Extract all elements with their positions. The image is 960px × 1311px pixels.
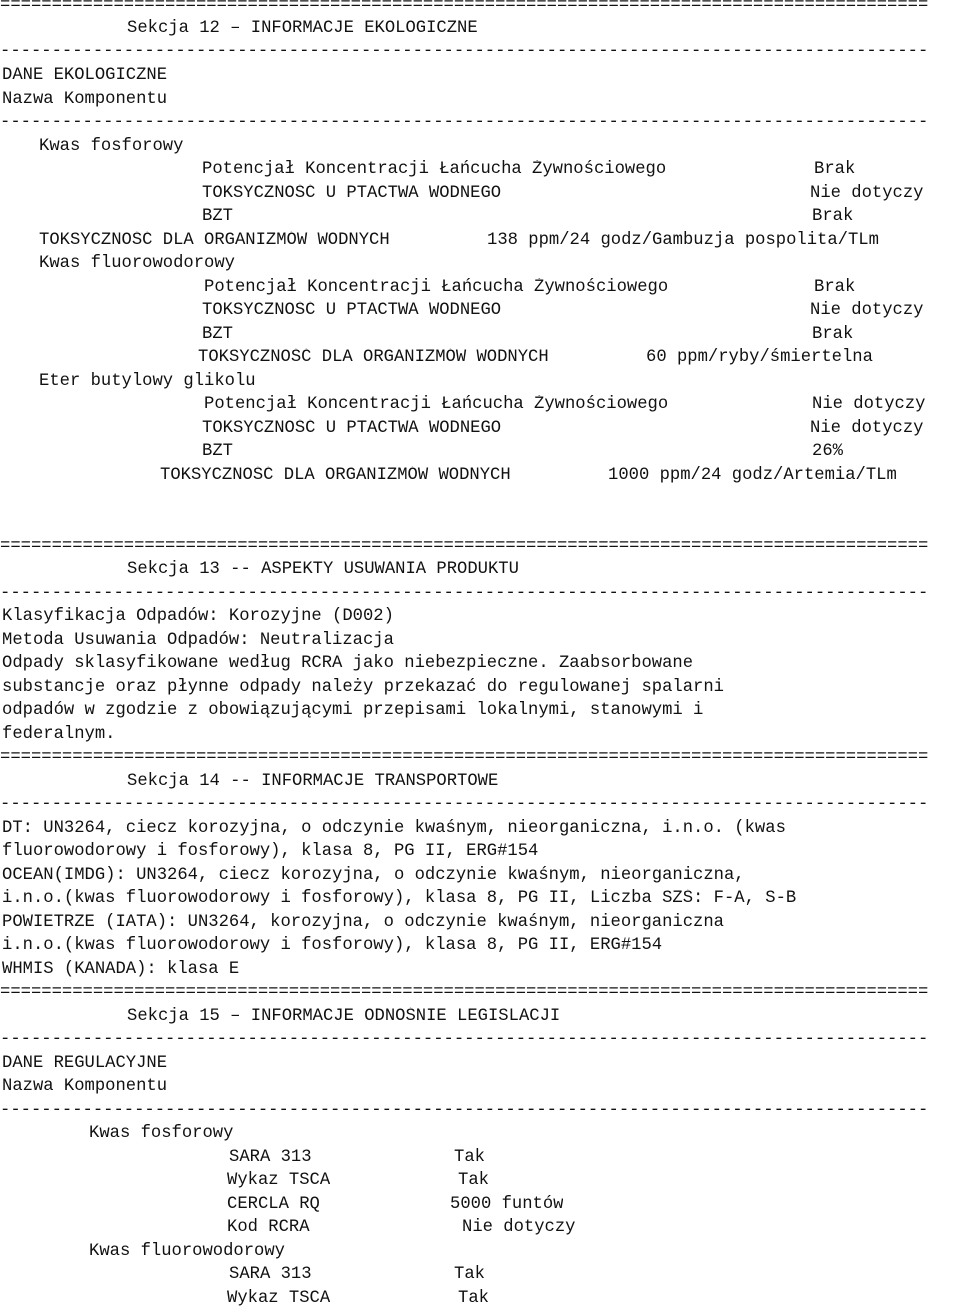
row-label: SARA 313 [229,1148,312,1167]
row-value: Nie dotyczy [810,301,924,320]
row-value: Nie dotyczy [812,395,926,414]
row-value: Nie dotyczy [462,1218,576,1237]
row-value: Tak [454,1265,485,1284]
row-label: CERCLA RQ [227,1195,320,1214]
row-value: 60 ppm/ryby/śmiertelna [646,348,873,367]
section-12-title: Sekcja 12 – INFORMACJE EKOLOGICZNE [127,19,478,38]
transport-line: DT: UN3264, ciecz korozyjna, o odczynie kwaśnym, nieorganiczna, i.n.o. (kwas [2,819,786,838]
component-name-heading: Nazwa Komponentu [2,90,168,109]
transport-line: i.n.o.(kwas fluorowodorowy i fosforowy), klasa 8, PG II, Liczba SZŚ: F-A, S-B [2,889,797,908]
row-label: SARA 313 [229,1265,312,1284]
row-value: Nie dotyczy [810,419,924,438]
disposal-line: substancje oraz płynne odpady należy przekazać do regulowanej spalarni [2,678,724,697]
disposal-line: odpadów w zgodzie z obowiązującymi przepisami lokalnymi, stanowymi i [2,701,704,720]
single-rule: ------------------------------------------------------------------------------------------ [0,1101,929,1120]
row-label: TOKSYCZNOŚĆ DLA ORGANIZMÓW WODNYCH [39,231,390,250]
row-value: 26% [812,442,843,461]
row-value: Brak [812,207,854,226]
section-15-title: Sekcja 15 – INFORMACJE ODNOŚNIE LEGISLACJI [127,1007,561,1026]
row-value: Tak [454,1148,485,1167]
row-label: TOKSYCZNOŚĆ DLA ORGANIZMÓW WODNYCH [198,348,549,367]
row-label: Wykaz TSCA [227,1289,331,1308]
row-label: TOKSYCZNOŚĆ DLA ORGANIZMÓW WODNYCH [160,466,511,485]
row-label: TOKSYCZNOŚĆ U PTACTWA WODNEGO [202,301,502,320]
row-value: 1000 ppm/24 godz/Artemia/TLm [608,466,897,485]
row-label: BZT [202,325,233,344]
row-value: Tak [458,1171,489,1190]
double-rule: ========================================================================================== [0,0,929,15]
single-rule: ------------------------------------------------------------------------------------------ [0,113,929,132]
row-label: Kod RCRA [227,1218,310,1237]
component-name: Kwas fluorowodorowy [39,254,235,273]
regulatory-data-heading: DANE REGULACYJNE [2,1054,168,1073]
row-value: 138 ppm/24 godz/Gambuzja pospolita/TLm [487,231,879,250]
row-label: Potencjał Koncentracji Łańcucha Żywnościowego [204,395,669,414]
transport-line: OCEAN(IMDG): UN3264, ciecz korozyjna, o odczynie kwaśnym, nieorganiczna, [2,866,745,885]
single-rule: ------------------------------------------------------------------------------------------ [0,42,929,61]
row-value: Nie dotyczy [810,184,924,203]
transport-line: fluorowodorowy i fosforowy), klasa 8, PG II, ERG#154 [2,842,539,861]
double-rule: ========================================================================================== [0,983,929,1002]
double-rule: ========================================================================================== [0,537,929,556]
single-rule: ------------------------------------------------------------------------------------------ [0,795,929,814]
row-value: 5000 funtów [450,1195,564,1214]
single-rule: ------------------------------------------------------------------------------------------ [0,584,929,603]
row-value: Brak [814,160,856,179]
row-label: Potencjał Koncentracji Łańcucha Żywnościowego [202,160,667,179]
transport-line: WHMIS (KANADA): klasa E [2,960,240,979]
transport-line: POWIETRZE (IATA): UN3264, korozyjna, o odczynie kwaśnym, nieorganiczna [2,913,724,932]
row-label: Wykaz TSCA [227,1171,331,1190]
disposal-line: federalnym. [2,725,116,744]
disposal-line: Klasyfikacja Odpadów: Korozyjne (D002) [2,607,394,626]
component-name: Kwas fosforowy [39,137,184,156]
component-name-heading: Nazwa Komponentu [2,1077,168,1096]
row-label: BZT [202,207,233,226]
row-value: Brak [812,325,854,344]
double-rule: ========================================================================================== [0,748,929,767]
row-label: TOKSYCZNOŚĆ U PTACTWA WODNEGO [202,419,502,438]
row-label: BZT [202,442,233,461]
section-14-title: Sekcja 14 -- INFORMACJE TRANSPORTOWE [127,772,499,791]
ecological-data-heading: DANE EKOLOGICZNE [2,66,168,85]
component-name: Kwas fosforowy [89,1124,234,1143]
row-value: Brak [814,278,856,297]
disposal-line: Metoda Usuwania Odpadów: Neutralizacja [2,631,394,650]
disposal-line: Odpady sklasyfikowane według RCRA jako niebezpieczne. Zaabsorbowane [2,654,694,673]
component-name: Eter butylowy glikolu [39,372,256,391]
row-value: Tak [458,1289,489,1308]
single-rule: ------------------------------------------------------------------------------------------ [0,1030,929,1049]
row-label: Potencjał Koncentracji Łańcucha Żywnościowego [204,278,669,297]
transport-line: i.n.o.(kwas fluorowodorowy i fosforowy), klasa 8, PG II, ERG#154 [2,936,663,955]
section-13-title: Sekcja 13 -- ASPEKTY USUWANIA PRODUKTU [127,560,519,579]
row-label: TOKSYCZNOŚĆ U PTACTWA WODNEGO [202,184,502,203]
component-name: Kwas fluorowodorowy [89,1242,285,1261]
